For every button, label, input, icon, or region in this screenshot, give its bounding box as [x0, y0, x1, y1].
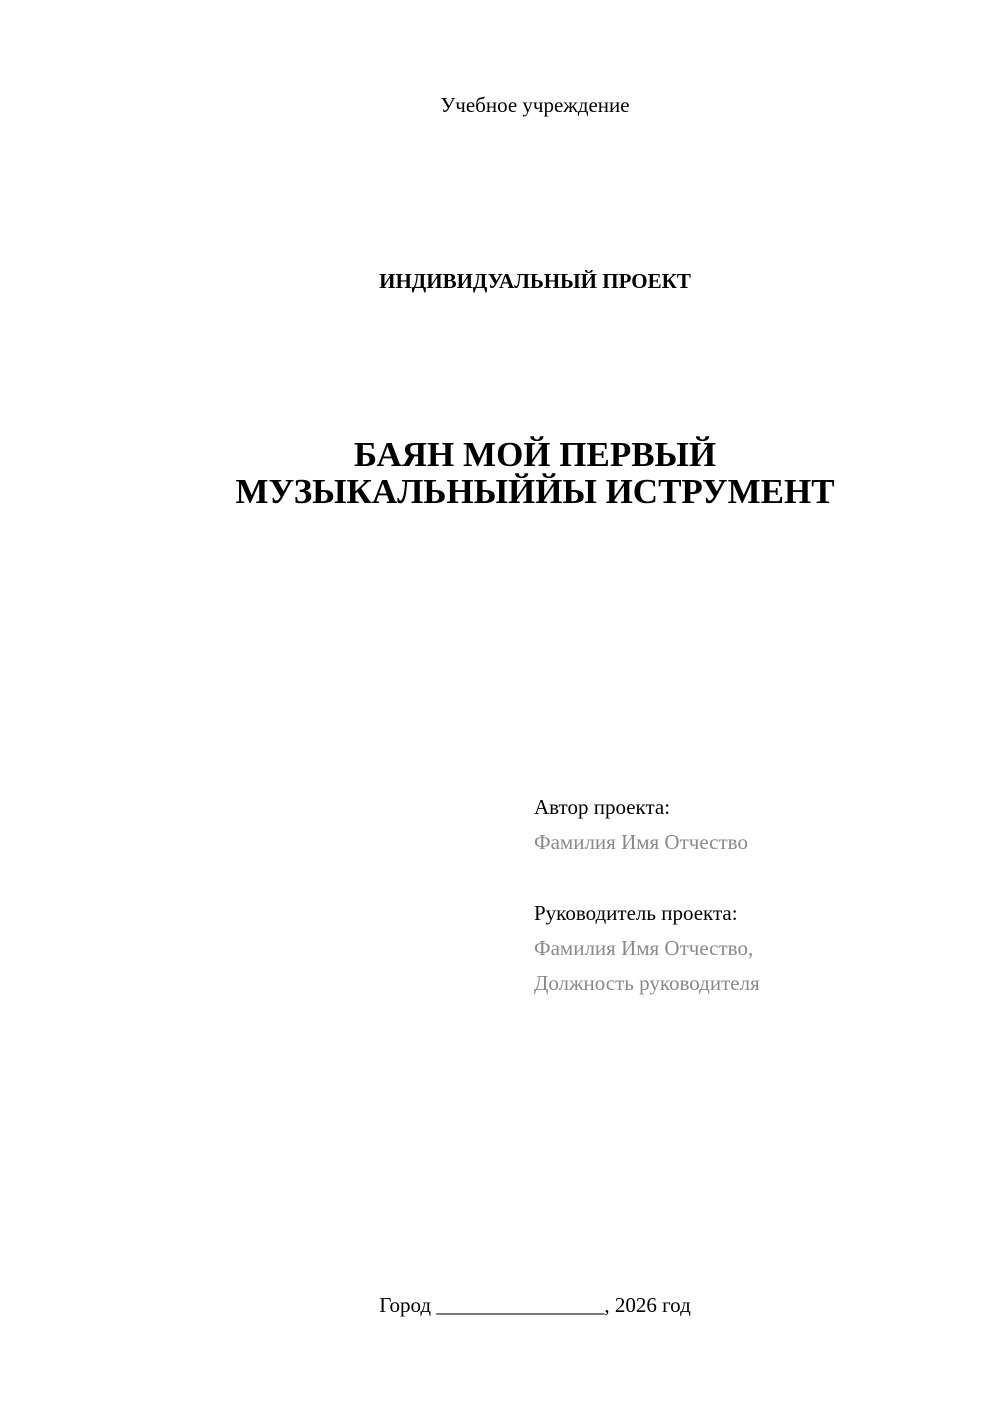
author-name: Фамилия Имя Отчество: [534, 830, 748, 854]
city-year-footer: Город ________________, 2026 год: [379, 1293, 691, 1317]
supervisor-name: Фамилия Имя Отчество,: [534, 936, 754, 960]
project-title: [0, 436, 1000, 510]
project-info-block: [534, 790, 974, 1001]
spacer: [534, 860, 974, 896]
supervisor-label: Руководитель проекта:: [534, 901, 738, 925]
project-title-line-2: МУЗЫКАЛЬНЫЙЙЫ ИСТРУМЕНТ: [235, 472, 835, 511]
institution-name: Учебное учреждение: [440, 93, 630, 117]
supervisor-position: Должность руководителя: [534, 971, 760, 995]
author-label: Автор проекта:: [534, 795, 671, 819]
project-title-line-1: БАЯН МОЙ ПЕРВЫЙ: [353, 435, 717, 474]
project-type-heading: ИНДИВИДУАЛЬНЫЙ ПРОЕКТ: [379, 269, 691, 293]
